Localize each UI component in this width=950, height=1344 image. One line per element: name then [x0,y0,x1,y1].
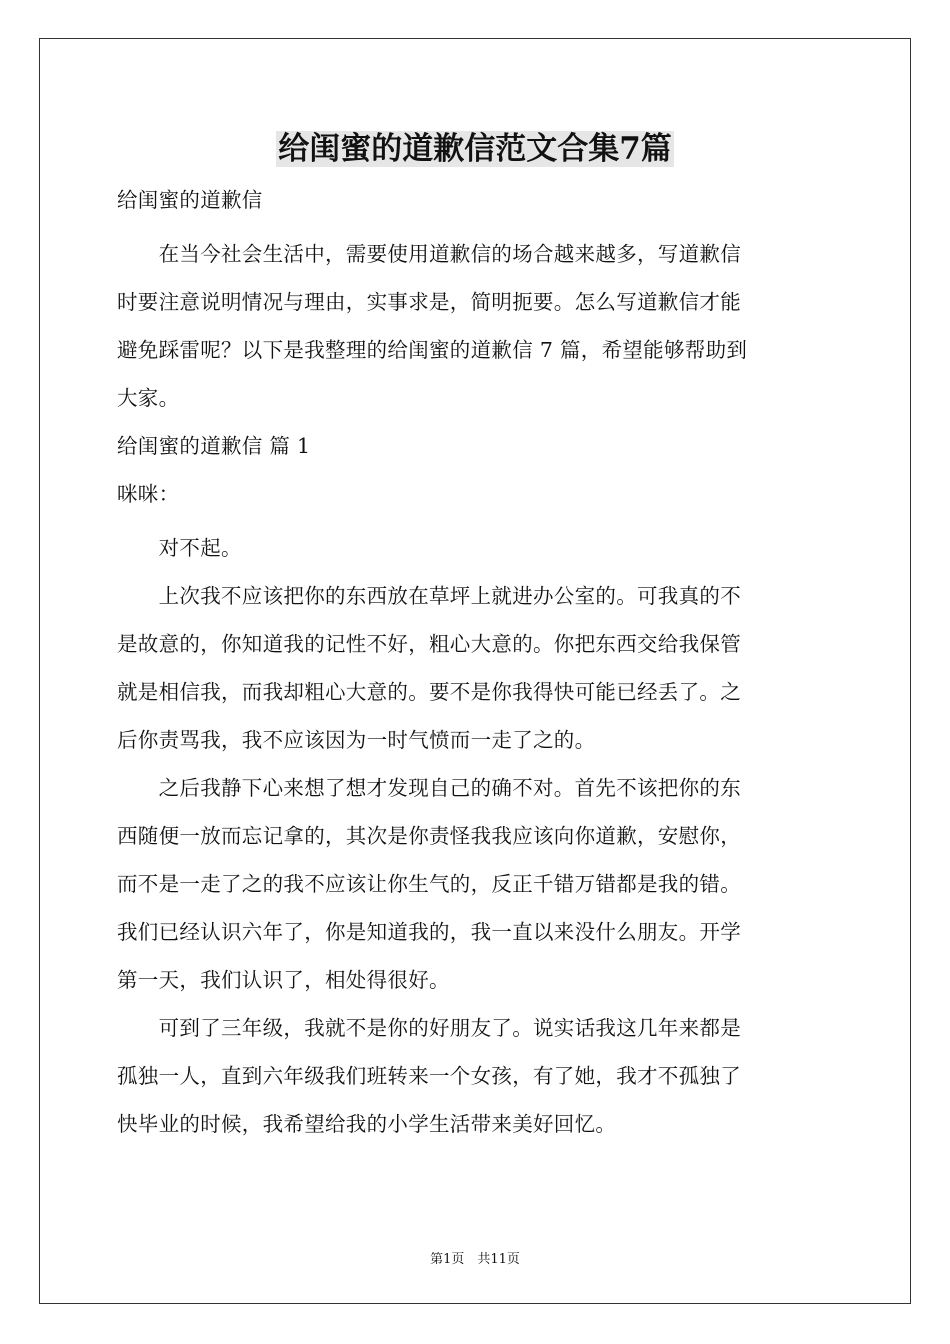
text-line: 就是相信我，而我却粗心大意的。要不是你我得快可能已经丢了。之 [117,680,741,704]
text-line: 上次我不应该把你的东西放在草坪上就进办公室的。可我真的不 [117,584,741,608]
document-body [117,176,833,1148]
text-line: 时要注意说明情况与理由，实事求是，简明扼要。怎么写道歉信才能 [117,290,741,314]
text-line: 快毕业的时候，我希望给我的小学生活带来美好回忆。 [117,1112,617,1136]
text-line: 避免踩雷呢？以下是我整理的给闺蜜的道歉信 7 篇，希望能够帮助到 [117,338,748,362]
text-line: 给闺蜜的道歉信 [117,188,263,212]
text-line: 是故意的，你知道我的记性不好，粗心大意的。你把东西交给我保管 [117,632,741,656]
text-line: 而不是一走了之的我不应该让你生气的，反正千错万错都是我的错。 [117,872,741,896]
text-line: 可到了三年级，我就不是你的好朋友了。说实话我这几年来都是 [117,1016,741,1040]
text-line: 对不起。 [117,536,242,560]
text-line: 之后我静下心来想了想才发现自己的确不对。首先不该把你的东 [117,776,741,800]
text-line: 给闺蜜的道歉信 篇 1 [117,434,311,458]
text-line: 大家。 [117,386,180,410]
text-line: 在当今社会生活中，需要使用道歉信的场合越来越多，写道歉信 [117,242,741,266]
text-line: 咪咪： [117,482,180,506]
text-line: 我们已经认识六年了，你是知道我的，我一直以来没什么朋友。开学 [117,920,741,944]
text-line: 西随便一放而忘记拿的，其次是你责怪我我应该向你道歉，安慰你， [117,824,741,848]
document-title: 给闺蜜的道歉信范文合集7篇 [278,131,672,167]
page-footer: 第1页 共11页 [430,1252,520,1267]
text-line: 孤独一人，直到六年级我们班转来一个女孩，有了她，我才不孤独了 [117,1064,741,1088]
text-line: 第一天，我们认识了，相处得很好。 [117,968,450,992]
text-line: 后你责骂我，我不应该因为一时气愤而一走了之的。 [117,728,596,752]
